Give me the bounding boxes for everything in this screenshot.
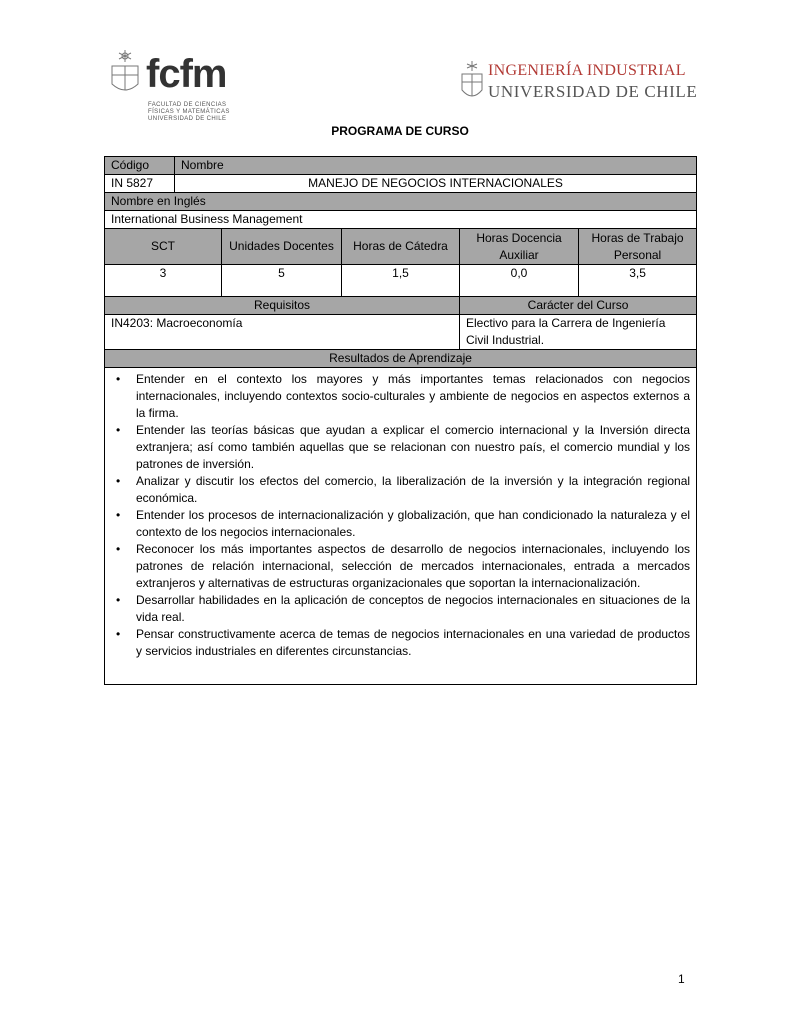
course-character-label: Carácter del Curso bbox=[460, 297, 697, 315]
learning-outcomes-list bbox=[111, 368, 690, 684]
list-item bbox=[111, 422, 690, 473]
english-name: International Business Management bbox=[105, 211, 697, 229]
list-item-text: Analizar y discutir los efectos del comercio, la liberalización de la inversión y la integración regional económica. bbox=[136, 474, 691, 505]
name-label: Nombre bbox=[175, 157, 697, 175]
value-sct: 3 bbox=[105, 265, 222, 297]
bullet: • bbox=[116, 423, 121, 437]
bullet: • bbox=[116, 508, 121, 522]
learning-outcomes-cell bbox=[105, 368, 697, 685]
university-seal-icon bbox=[108, 48, 142, 100]
header-horas-personal: Horas de Trabajo Personal bbox=[579, 229, 697, 265]
bullet: • bbox=[116, 372, 121, 386]
list-item-text: Entender en el contexto los mayores y más importantes temas relacionados con negocios internacionales, incluyendo contextos socio-culturales y ambiente de negocios en aspectos externos a la firma. bbox=[136, 372, 691, 420]
course-name: MANEJO DE NEGOCIOS INTERNACIONALES bbox=[175, 175, 697, 193]
list-item-text: Reconocer los más importantes aspectos de desarrollo de negocios internacionales, incluyendo los patrones de relación internacional, selección de mercados internacionales, entrada a mercados extranjeros y alternativas de estructuras organizacionales que soportan la internacionalización. bbox=[136, 542, 691, 590]
requirements-label: Requisitos bbox=[105, 297, 460, 315]
value-unidades-docentes: 5 bbox=[222, 265, 342, 297]
value-horas-personal: 3,5 bbox=[579, 265, 697, 297]
english-name-label: Nombre en Inglés bbox=[105, 193, 697, 211]
fcfm-wordmark: fcfm bbox=[146, 52, 227, 96]
list-item-text: Pensar constructivamente acerca de temas de negocios internacionales en una variedad de productos y servicios industriales en diferentes circunstancias. bbox=[136, 627, 691, 658]
ingenieria-industrial-logo bbox=[460, 60, 698, 108]
header-sct: SCT bbox=[105, 229, 222, 265]
list-item-text: Entender los procesos de internacionalización y globalización, que han condicionado la naturaleza y el contexto de los negocios internacionales. bbox=[136, 508, 691, 539]
list-item bbox=[111, 626, 690, 660]
course-code: IN 5827 bbox=[105, 175, 175, 193]
fcfm-subtitle: FACULTAD DE CIENCIAS FÍSICAS Y MATEMÁTICAS UNIVERSIDAD DE CHILE bbox=[148, 102, 230, 122]
code-label: Código bbox=[105, 157, 175, 175]
list-item bbox=[111, 541, 690, 592]
header-horas-auxiliar: Horas Docencia Auxiliar bbox=[460, 229, 579, 265]
logo-line-2: UNIVERSIDAD DE CHILE bbox=[488, 82, 698, 101]
fcfm-logo bbox=[108, 44, 238, 126]
bullet: • bbox=[116, 542, 121, 556]
bullet: • bbox=[116, 474, 121, 488]
list-item bbox=[111, 473, 690, 507]
bullet: • bbox=[116, 593, 121, 607]
header-horas-catedra: Horas de Cátedra bbox=[342, 229, 460, 265]
logo-line-1: INGENIERÍA INDUSTRIAL bbox=[488, 62, 686, 79]
header-unidades-docentes: Unidades Docentes bbox=[222, 229, 342, 265]
list-item bbox=[111, 592, 690, 626]
list-item bbox=[111, 371, 690, 422]
page-number: 1 bbox=[678, 972, 685, 986]
list-item-text: Entender las teorías básicas que ayudan a explicar el comercio internacional y la Inversión directa extranjera; así como también aquellas que se relacionan con nuestro país, el comercio mundial y los patrones de inversión. bbox=[136, 423, 691, 471]
course-table bbox=[104, 156, 697, 685]
university-seal-icon bbox=[460, 60, 484, 106]
bullet: • bbox=[116, 627, 121, 641]
course-character-value: Electivo para la Carrera de Ingeniería Civil Industrial. bbox=[460, 315, 697, 350]
requirements-value: IN4203: Macroeconomía bbox=[105, 315, 460, 350]
value-horas-auxiliar: 0,0 bbox=[460, 265, 579, 297]
list-item-text: Desarrollar habilidades en la aplicación de conceptos de negocios internacionales en situaciones de la vida real. bbox=[136, 593, 691, 624]
page-title: PROGRAMA DE CURSO bbox=[331, 124, 469, 138]
list-item bbox=[111, 507, 690, 541]
learning-outcomes-label: Resultados de Aprendizaje bbox=[105, 350, 697, 368]
value-horas-catedra: 1,5 bbox=[342, 265, 460, 297]
